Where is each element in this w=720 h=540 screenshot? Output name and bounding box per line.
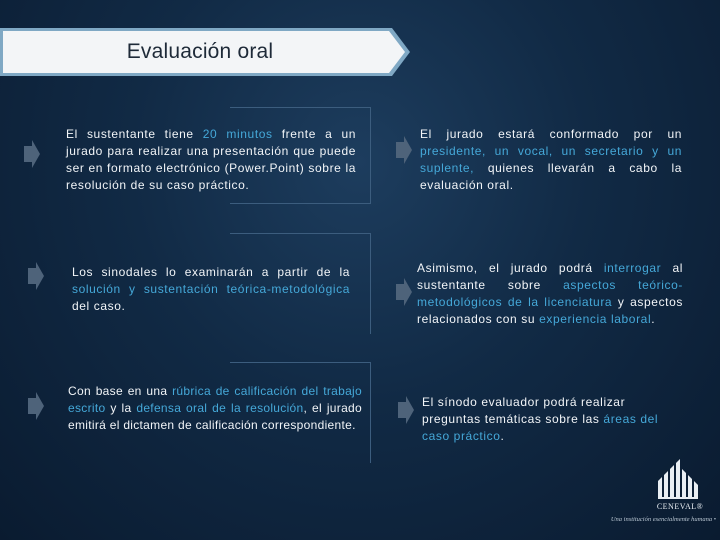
text-segment: y aspectos relacionados con su bbox=[417, 295, 683, 326]
highlight-segment: interrogar bbox=[603, 261, 662, 275]
text-segment: El jurado estará conformado por un bbox=[420, 127, 682, 141]
chevron-right-icon bbox=[28, 262, 44, 290]
chevron-right-icon bbox=[396, 136, 412, 164]
info-block-duration bbox=[66, 126, 356, 194]
text-segment: frente a un jurado para realizar una presentación que puede ser en formato electrónico (Power.Point) sobre la resolución de su caso práctico. bbox=[66, 127, 356, 192]
text-segment: , el jurado emitirá el dictamen de calificación correspondiente. bbox=[68, 401, 362, 432]
chevron-right-icon bbox=[396, 278, 412, 306]
highlight-segment: solución y sustentación teórica-metodológica bbox=[72, 282, 350, 296]
text-segment: . bbox=[500, 429, 505, 443]
ceneval-logo-icon bbox=[652, 450, 702, 510]
chevron-right-icon bbox=[398, 396, 414, 424]
text-segment: al sustentante sobre bbox=[417, 261, 683, 292]
text-segment: del caso. bbox=[72, 299, 126, 313]
text-segment: El sustentante tiene bbox=[66, 127, 203, 141]
text-segment: Asimismo, el jurado podrá bbox=[417, 261, 604, 275]
info-block-jury bbox=[420, 126, 682, 194]
tagline: Una institución esencialmente humana • bbox=[610, 516, 716, 523]
highlight-segment: presidente, un vocal, un secretario y un suplente, bbox=[420, 144, 682, 175]
page-title: Evaluación oral bbox=[126, 40, 274, 63]
text-segment: y la bbox=[105, 401, 137, 415]
text-segment: El sínodo evaluador podrá realizar preguntas temáticas sobre las bbox=[422, 395, 626, 426]
text-segment: . bbox=[651, 312, 656, 326]
highlight-segment: experiencia laboral bbox=[539, 312, 652, 326]
highlight-segment: aspectos teórico-metodológicos de la licenciatura bbox=[417, 278, 683, 309]
tagline-text: Una institución esencialmente humana bbox=[610, 516, 713, 523]
highlight-segment: 20 minutos bbox=[202, 127, 273, 141]
highlight-segment: defensa oral de la resolución bbox=[136, 401, 304, 415]
info-block-dictamen bbox=[68, 383, 362, 434]
chevron-right-icon bbox=[28, 392, 44, 420]
text-segment: Con base en una bbox=[68, 384, 173, 398]
highlight-segment: rúbrica de calificación del trabajo escrito bbox=[68, 384, 362, 415]
text-segment: Los sinodales lo examinarán a partir de la bbox=[72, 265, 350, 279]
title-banner bbox=[0, 28, 412, 76]
text-segment: quienes llevarán a cabo la evaluación oral. bbox=[420, 161, 682, 192]
highlight-segment: áreas del caso práctico bbox=[422, 412, 659, 443]
logo-text: CENEVAL® bbox=[656, 502, 704, 511]
info-block-sinodales bbox=[72, 264, 350, 315]
info-block-interrogation bbox=[417, 260, 683, 328]
chevron-right-icon bbox=[24, 140, 40, 168]
info-block-questions bbox=[422, 394, 684, 445]
